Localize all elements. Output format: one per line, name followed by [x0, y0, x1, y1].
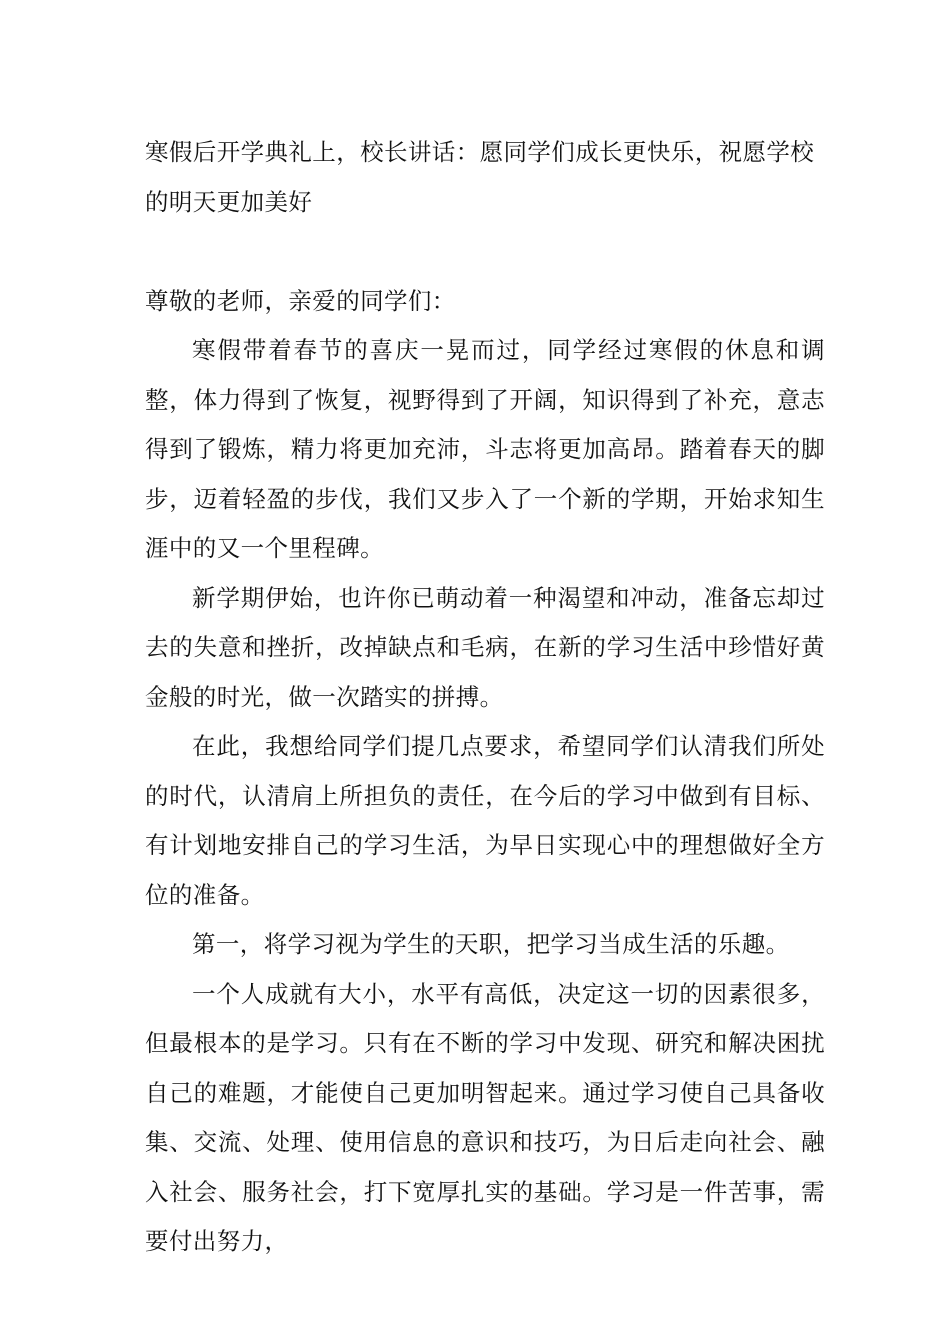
salutation: 尊敬的老师，亲爱的同学们：	[145, 287, 456, 315]
paragraph: 在此，我想给同学们提几点要求，希望同学们认清我们所处的时代，认清肩上所担负的责任，在今后的学习中做到有目标、有计划地安排自己的学习生活，为早日实现心中的理想做好全方位的准备。	[145, 732, 825, 909]
paragraph: 寒假带着春节的喜庆一晃而过，同学经过寒假的休息和调整，体力得到了恢复，视野得到了开阔，知识得到了补充，意志得到了锻炼，精力将更加充沛，斗志将更加高昂。踏着春天的脚步，迈着轻盈的步伐，我们又步入了一个新的学期，开始求知生涯中的又一个里程碑。	[145, 336, 825, 562]
document-title: 寒假后开学典礼上，校长讲话：愿同学们成长更快乐，祝愿学校的明天更加美好	[145, 138, 815, 216]
paragraph: 一个人成就有大小，水平有高低，决定这一切的因素很多，但最根本的是学习。只有在不断的学习中发现、研究和解决困扰自己的难题，才能使自己更加明智起来。通过学习使自己具备收集、交流、处理、使用信息的意识和技巧，为日后走向社会、融入社会、服务社会，打下宽厚扎实的基础。学习是一件苦事，需要付出努力，	[145, 979, 825, 1255]
paragraph: 新学期伊始，也许你已萌动着一种渴望和冲动，准备忘却过去的失意和挫折，改掉缺点和毛病，在新的学习生活中珍惜好黄金般的时光，做一次踏实的拼搏。	[145, 583, 825, 711]
paragraph: 第一，将学习视为学生的天职，把学习当成生活的乐趣。	[192, 930, 790, 958]
document-body	[145, 326, 825, 1267]
